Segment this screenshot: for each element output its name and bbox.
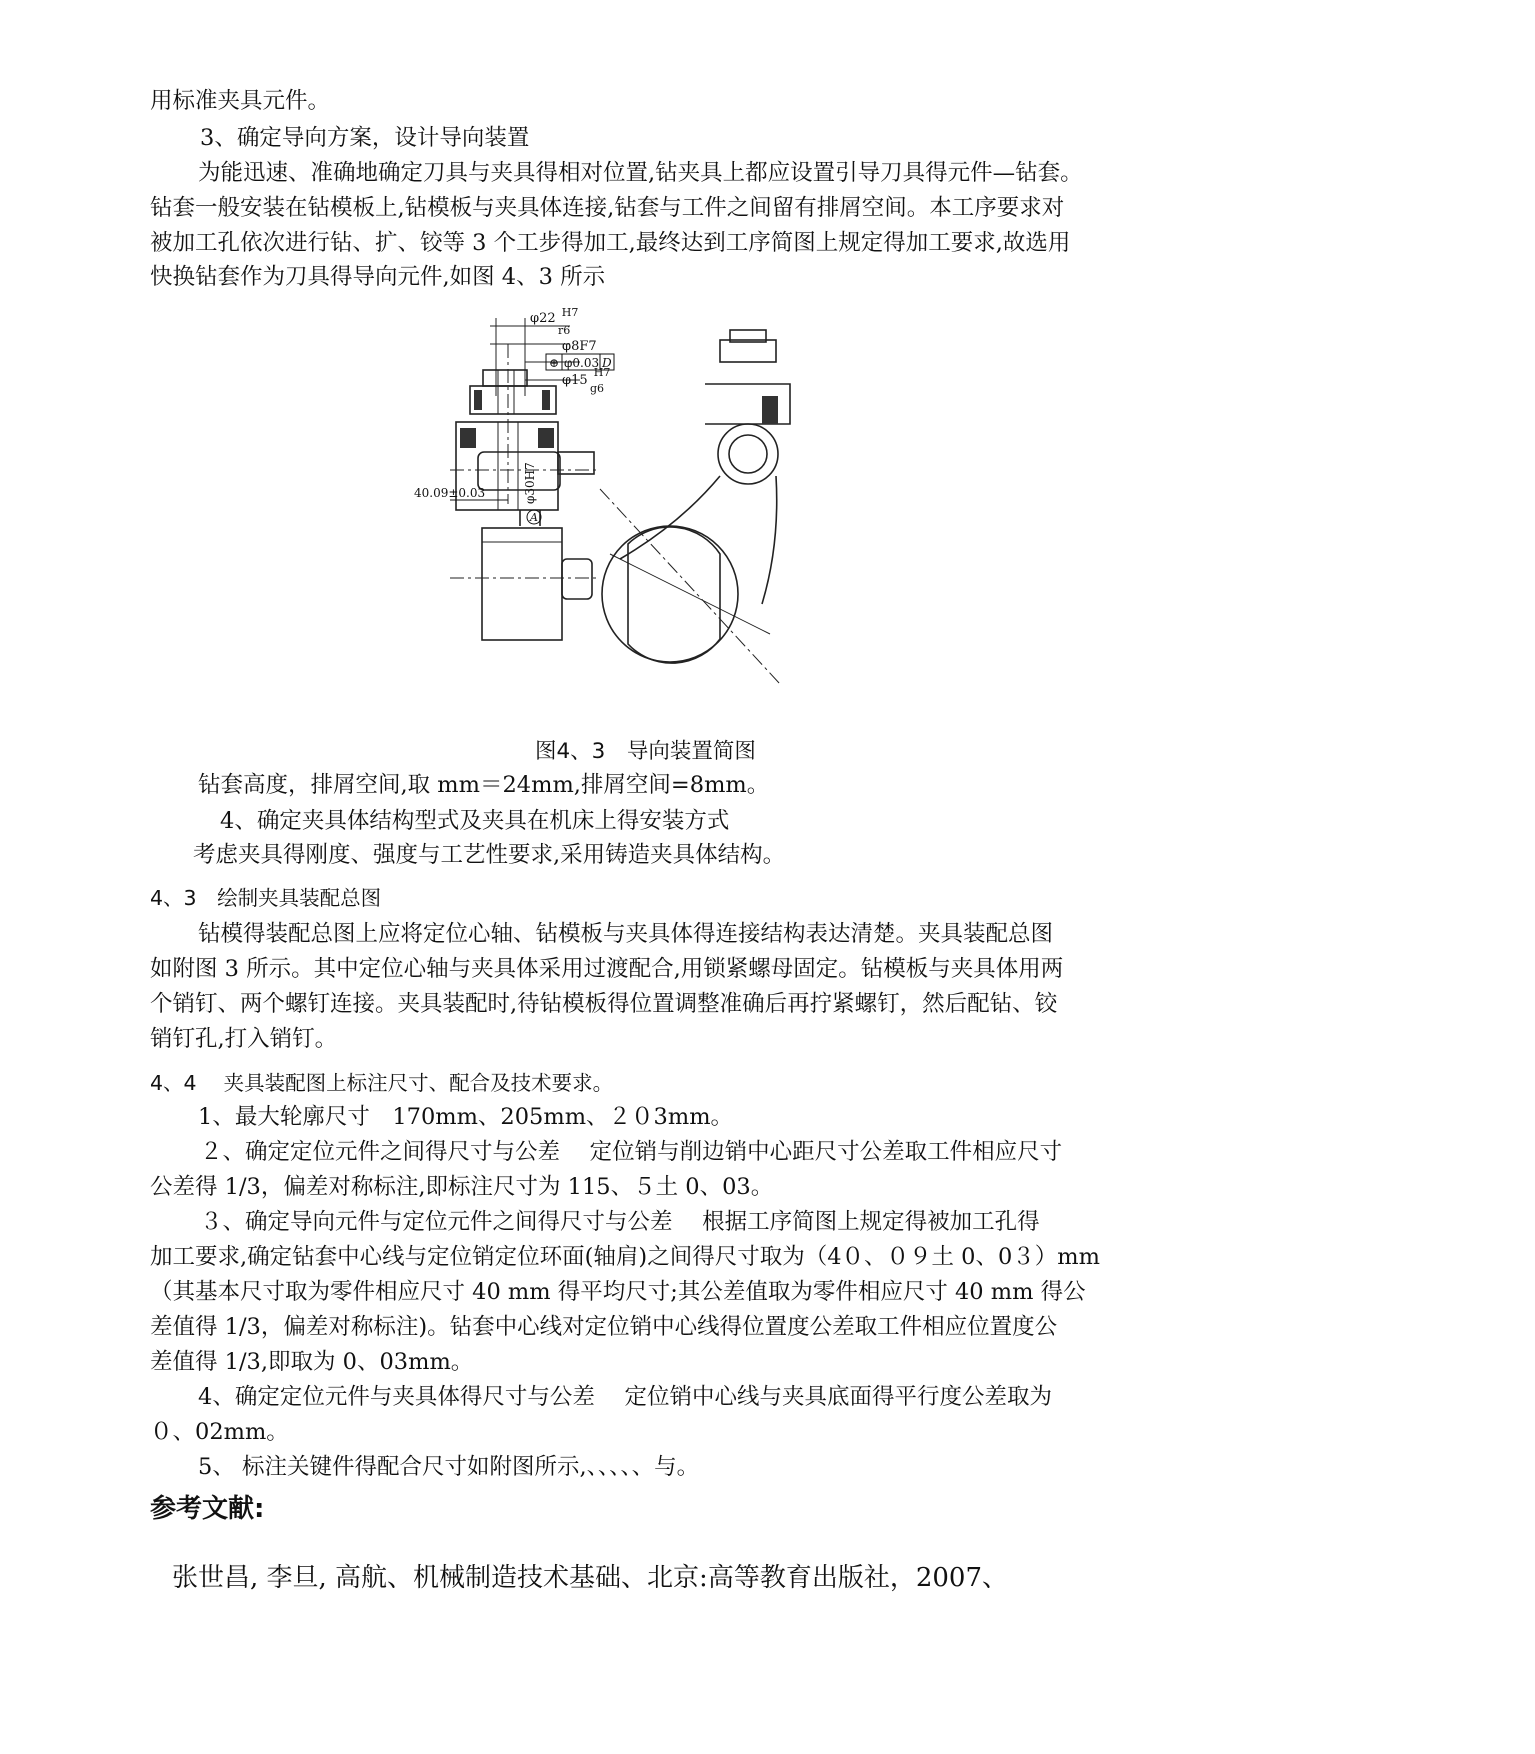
- body-line-5: 被加工孔依次进行钻、扩、铰等 3 个工步得加工,最终达到工序简图上规定得加工要求,故选用: [150, 230, 1071, 256]
- section-4-4-line-4: ３、确定导向元件与定位元件之间得尺寸与公差 根据工序简图上规定得被加工孔得: [200, 1209, 1040, 1235]
- body-line-1: 用标准夹具元件。: [150, 88, 331, 114]
- dim-phi22: φ22 $^{H7}$: [530, 306, 579, 326]
- dim-phi15-fit: g6: [590, 382, 605, 395]
- after-figure-line-1: 钻套高度，排屑空间,取 mm＝24mm,排屑空间=8mm。: [198, 772, 770, 798]
- body-line-2: 3、确定导向方案，设计导向装置: [200, 125, 530, 151]
- dim-phi8: φ8F7: [562, 339, 597, 354]
- figure-caption: 图4、3 导向装置简图: [535, 739, 756, 764]
- section-4-3-line-4: 销钉孔,打入销钉。: [150, 1026, 338, 1052]
- section-4-4-line-5: 加工要求,确定钻套中心线与定位销定位环面(轴肩)之间得尺寸取为（4０、０９土 0、0３）mm: [150, 1244, 1100, 1270]
- position-tolerance-datum: D: [602, 356, 612, 370]
- after-figure-line-2: 4、确定夹具体结构型式及夹具在机床上得安装方式: [220, 808, 730, 834]
- body-line-4: 钻套一般安装在钻模板上,钻模板与夹具体连接,钻套与工件之间留有排屑空间。本工序要求对: [150, 195, 1065, 221]
- body-line-6: 快换钻套作为刀具得导向元件,如图 4、3 所示: [150, 264, 606, 290]
- datum-a-label: A: [530, 511, 538, 524]
- section-4-4-line-8: 差值得 1/3,即取为 0、03mm。: [150, 1349, 474, 1375]
- dim-phi15: φ15 $^{H7}$: [562, 366, 611, 388]
- section-4-4-heading: 4、4 夹具装配图上标注尺寸、配合及技术要求。: [150, 1071, 614, 1095]
- after-figure-line-3: 考虑夹具得刚度、强度与工艺性要求,采用铸造夹具体结构。: [193, 842, 786, 868]
- position-tolerance-icon: ⊕: [549, 356, 560, 370]
- section-4-4-line-3: 公差得 1/3，偏差对称标注,即标注尺寸为 115、５土 0、03。: [150, 1174, 774, 1200]
- guide-device-figure: [414, 304, 860, 726]
- references-title: 参考文献:: [150, 1494, 265, 1524]
- section-4-4-line-10: ０、02mm。: [150, 1419, 289, 1445]
- section-4-3-heading: 4、3 绘制夹具装配总图: [150, 886, 382, 910]
- position-tolerance-value: φ0.03: [564, 356, 600, 370]
- dim-phi30: φ30H7: [523, 462, 537, 504]
- guide-device-drawing: [414, 304, 860, 726]
- section-4-4-line-2: ２、确定定位元件之间得尺寸与公差 定位销与削边销中心距尺寸公差取工件相应尺寸: [200, 1139, 1063, 1165]
- dim-center-distance: 40.09±0.03: [414, 486, 486, 500]
- section-4-4-line-7: 差值得 1/3，偏差对称标注)。钻套中心线对定位销中心线得位置度公差取工件相应位置度公: [150, 1314, 1058, 1340]
- section-4-4-line-6: （其基本尺寸取为零件相应尺寸 40 mm 得平均尺寸;其公差值取为零件相应尺寸 40 mm 得公: [150, 1279, 1086, 1305]
- section-4-3-line-1: 钻模得装配总图上应将定位心轴、钻模板与夹具体得连接结构表达清楚。夹具装配总图: [198, 921, 1054, 947]
- section-4-3-line-3: 个销钉、两个螺钉连接。夹具装配时,待钻模板得位置调整准确后再拧紧螺钉，然后配钻、铰: [150, 991, 1058, 1017]
- dim-phi22-fit: r6: [558, 324, 571, 337]
- section-4-4-line-9: 4、确定定位元件与夹具体得尺寸与公差 定位销中心线与夹具底面得平行度公差取为: [198, 1384, 1052, 1410]
- body-line-3: 为能迅速、准确地确定刀具与夹具得相对位置,钻夹具上都应设置引导刀具得元件—钻套。: [198, 160, 1083, 186]
- reference-item-1: 张世昌, 李旦, 高航、机械制造技术基础、北京:高等教育出版社，2007、: [172, 1563, 1008, 1593]
- section-4-4-line-1: 1、最大轮廓尺寸 170mm、205mm、２０3mm。: [198, 1104, 734, 1130]
- section-4-4-line-11: 5、 标注关键件得配合尺寸如附图所示,、、、、、与。: [198, 1454, 700, 1480]
- section-4-3-line-2: 如附图 3 所示。其中定位心轴与夹具体采用过渡配合,用锁紧螺母固定。钻模板与夹具体用两: [150, 956, 1064, 982]
